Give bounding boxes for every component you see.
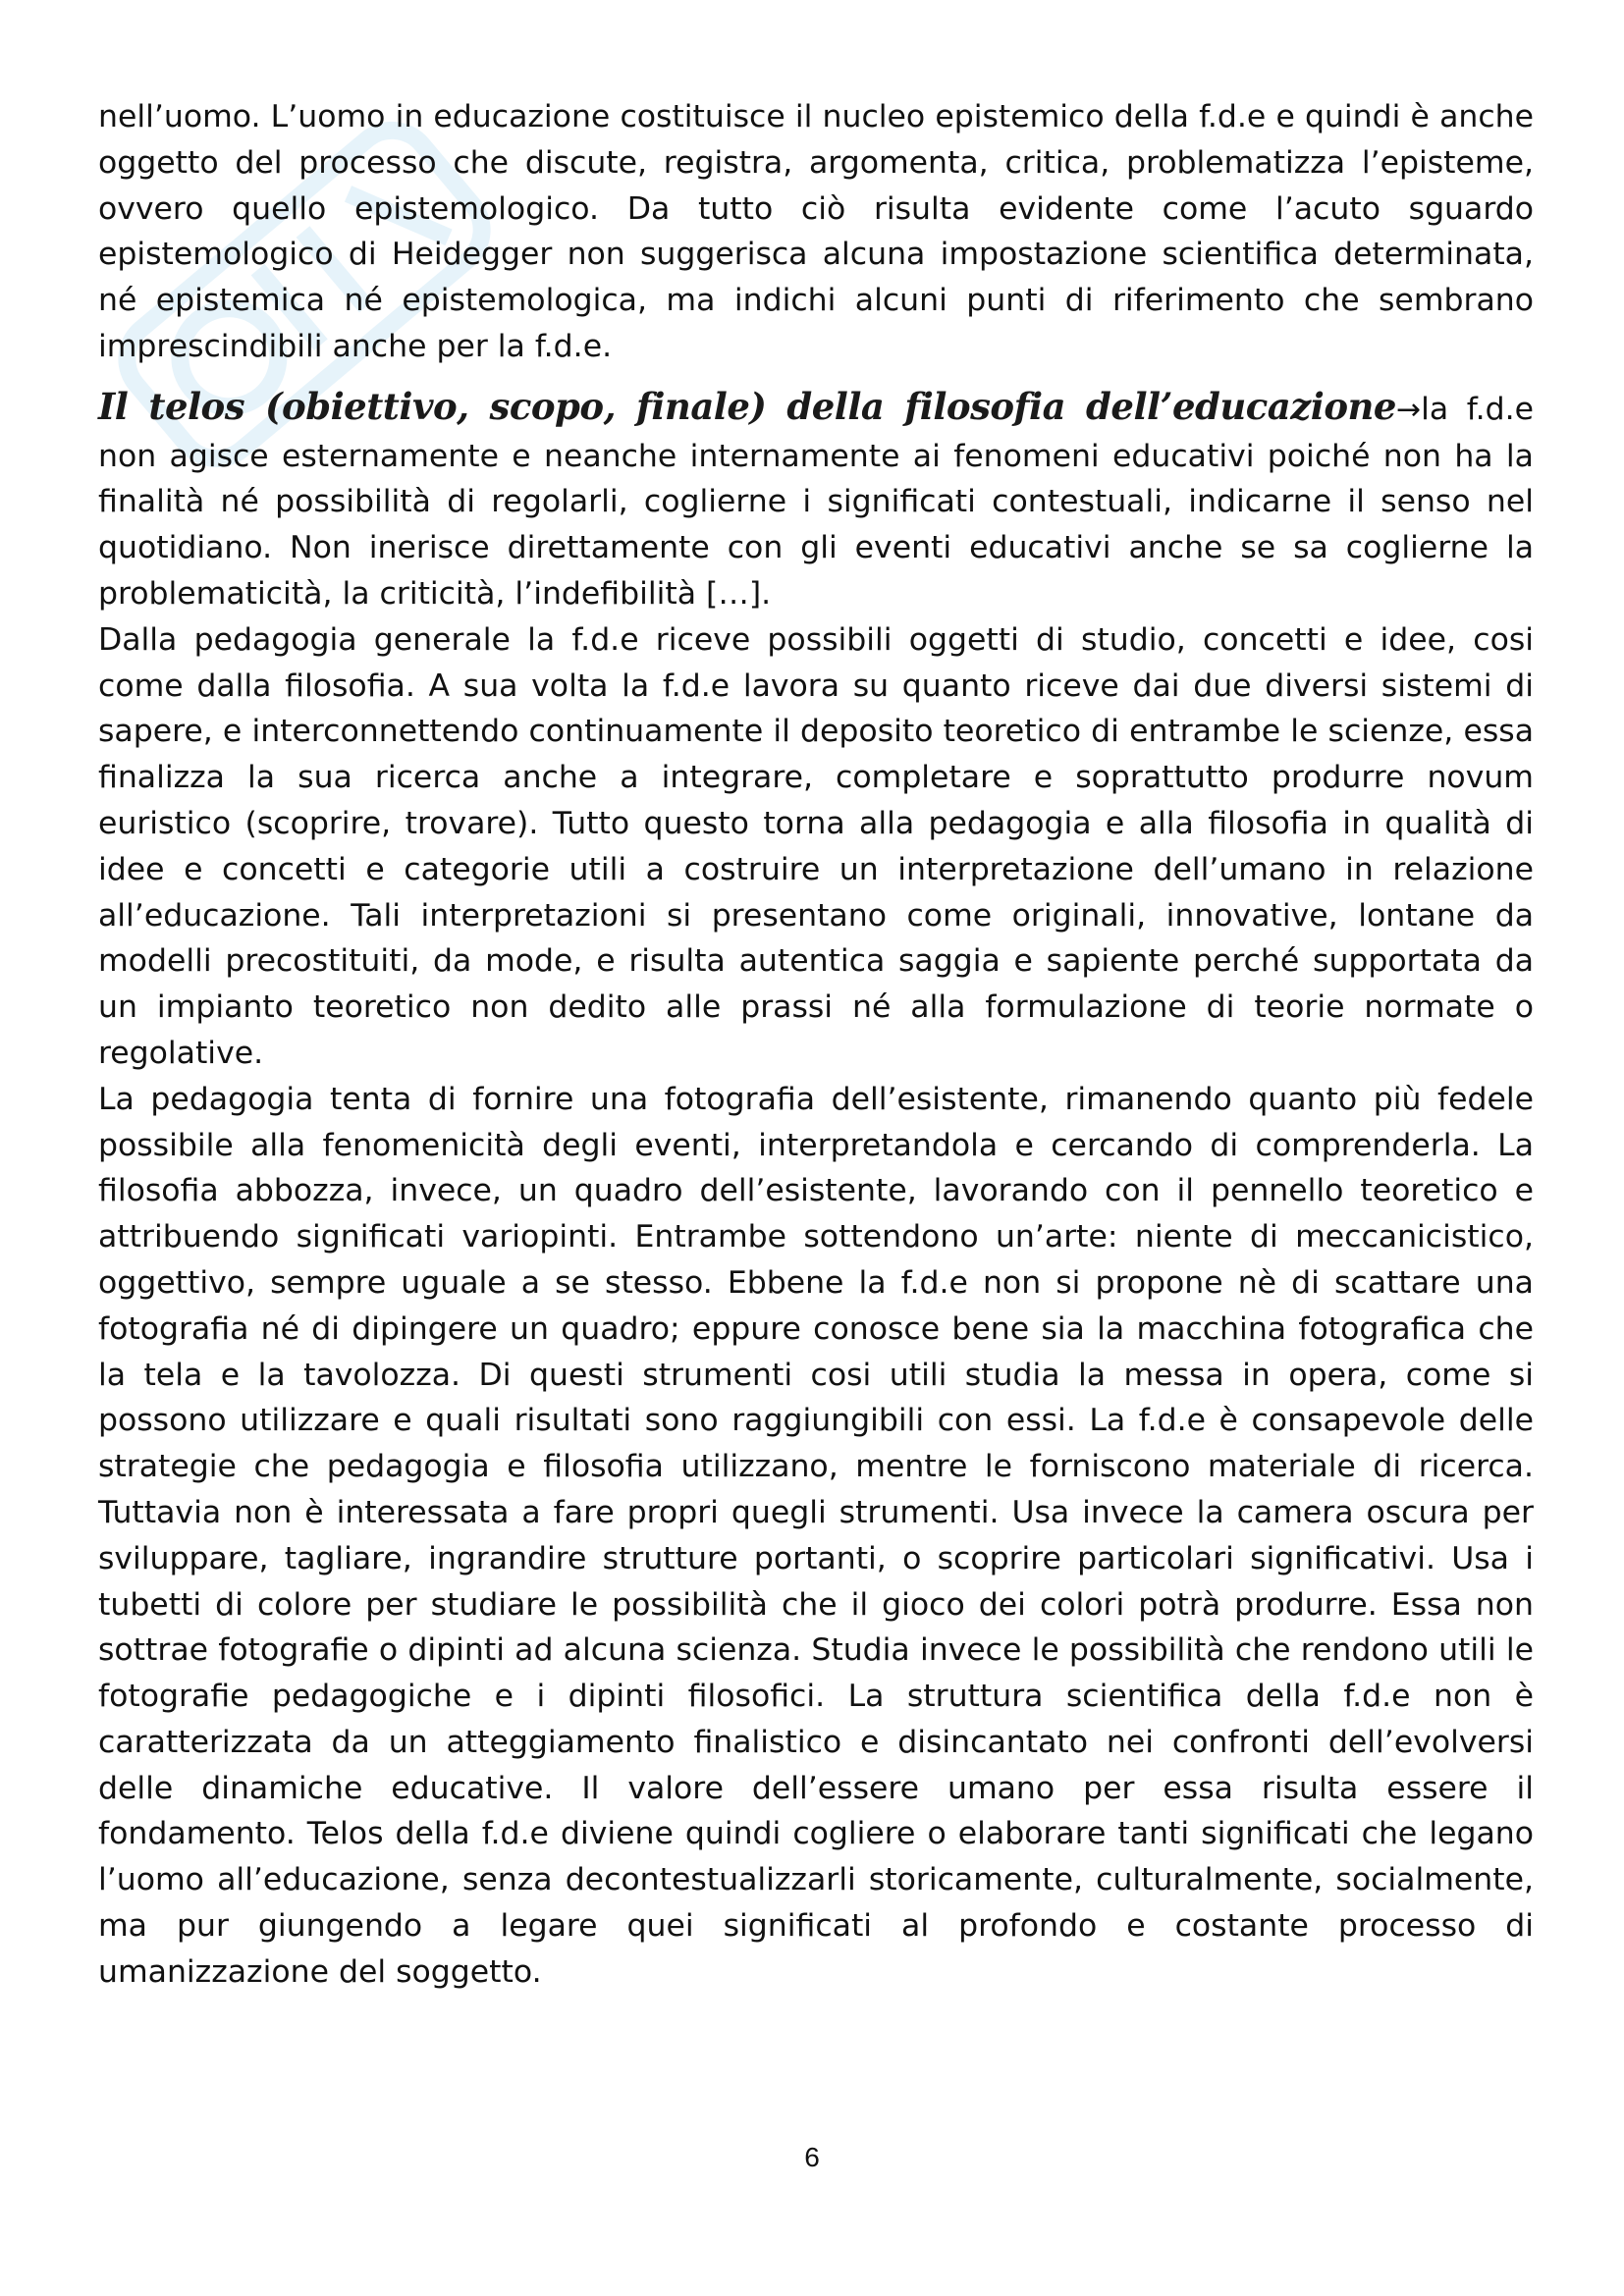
page-number: 6 xyxy=(804,2142,820,2172)
document-body xyxy=(98,94,1534,1996)
paragraph-pedagogia-generale: Dalla pedagogia generale la f.d.e riceve possibili oggetti di studio, concetti e idee, cosi come dalla filosofia. A sua volta la f.d.e lavora su quanto riceve dai due diversi sistemi di sapere, e interconnettendo continuamente il deposito teoretico di entrambe le scienze, essa finalizza la sua ricerca anche a integrare, completare e soprattutto produrre novum euristico (scoprire, trovare). Tutto questo torna alla pedagogia e alla filosofia in qualità di idee e concetti e categorie utili a costruire un interpretazione dell’umano in relazione all’educazione. Tali interpretazioni si presentano come originali, innovative, lontane da modelli precostituiti, da mode, e risulta autentica saggia e sapiente perché supportata da un impianto teoretico non dedito alle prassi né alla formulazione di teorie normate o regolative. xyxy=(98,621,1534,1071)
paragraph-fotografia-quadro: La pedagogia tenta di fornire una fotografia dell’esistente, rimanendo quanto più fedele possibile alla fenomenicità degli eventi, interpretandola e cercando di comprenderla. La filosofia abbozza, invece, un quadro dell’esistente, lavorando con il pennello teoretico e attribuendo significati variopinti. Entrambe sottendono un’arte: niente di meccanicistico, oggettivo, sempre uguale a se stesso. Ebbene la f.d.e non si propone nè di scattare una fotografia né di dipingere un quadro; eppure conosce bene sia la macchina fotografica che la tela e la tavolozza. Di questi strumenti cosi utili studia la messa in opera, come si possono utilizzare e quali risultati sono raggiungibili con essi. La f.d.e è consapevole delle strategie che pedagogia e filosofia utilizzano, mentre le forniscono materiale di ricerca. Tuttavia non è interessata a fare propri quegli strumenti. Usa invece la camera oscura per sviluppare, tagliare, ingrandire strutture portanti, o scoprire particolari significativi. Usa i tubetti di colore per studiare le possibilità che il gioco dei colori potrà produrre. Essa non sottrae fotografie o dipinti ad alcuna scienza. Studia invece le possibilità che rendono utili le fotografie pedagogiche e i dipinti filosofici. La struttura scientifica della f.d.e non è caratterizzata da un atteggiamento finalistico e disincantato nei confronti dell’evolversi delle dinamiche educative. Il valore dell’essere umano per essa risulta essere il fondamento. Telos della f.d.e diviene quindi cogliere o elaborare tanti significati che legano l’uomo all’educazione, senza decontestualizzarli storicamente, culturalmente, socialmente, ma pur giungendo a legare quei significati al profondo e costante processo di umanizzazione del soggetto. xyxy=(98,1081,1534,1990)
section-telos xyxy=(98,384,1534,617)
arrow-icon: → xyxy=(1395,392,1422,427)
paragraph-intro: nell’uomo. L’uomo in educazione costituisce il nucleo epistemico della f.d.e e quindi è anche oggetto del processo che discute, registra, argomenta, critica, problematizza l’episteme, ovvero quello epistemologico. Da tutto ciò risulta evidente come l’acuto sguardo epistemologico di Heidegger non suggerisca alcuna impostazione scientifica determinata, né epistemica né epistemologica, ma indichi alcuni punti di riferimento che sembrano imprescindibili anche per la f.d.e. xyxy=(98,99,1534,364)
section-heading: Il telos (obiettivo, scopo, finale) della filosofia dell’educazione xyxy=(98,384,1396,428)
section-lead-text: la f.d.e non agisce esternamente e neanche internamente ai fenomeni educativi poiché non ha la finalità né possibilità di regolarli, coglierne i significati contestuali, indicarne il senso nel quotidiano. Non inerisce direttamente con gli eventi educativi anche se sa coglierne la problematicità, la criticità, l’indefibilità […]. xyxy=(98,391,1534,612)
